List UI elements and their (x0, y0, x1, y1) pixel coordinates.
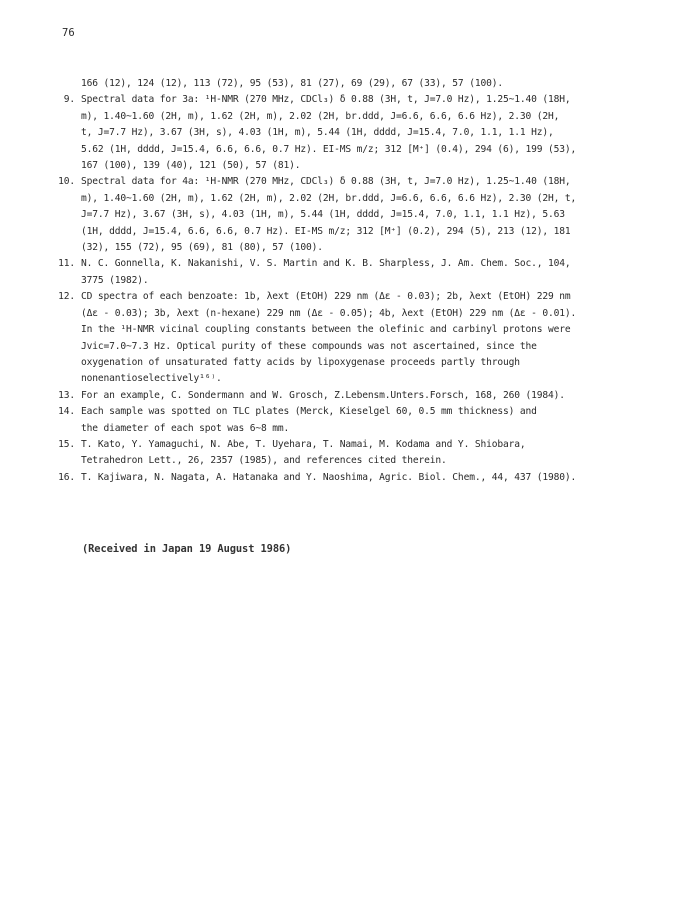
note-13 (50, 388, 630, 404)
note-number: 14. (58, 406, 75, 418)
note-line: 166 (12), 124 (12), 113 (72), 95 (53), 81 (27), 69 (29), 67 (33), 57 (100). (81, 78, 503, 89)
note-line: the diameter of each spot was 6~8 mm. (81, 422, 290, 434)
note-number: 12. (58, 291, 75, 303)
note-line: 167 (100), 139 (40), 121 (50), 57 (81). (81, 160, 301, 172)
reference-notes (50, 76, 630, 486)
note-line: Each sample was spotted on TLC plates (Merck, Kieselgel 60, 0.5 mm thickness) and (81, 406, 537, 418)
page-number: 76 (62, 27, 75, 39)
received-date: (Received in Japan 19 August 1986) (82, 543, 292, 555)
note-11 (50, 256, 630, 289)
note-number: 16. (58, 471, 75, 483)
note-line: J=7.7 Hz), 3.67 (3H, s), 4.03 (1H, m), 5.44 (1H, dddd, J=15.4, 7.0, 1.1, 1.1 Hz), 5.63 (81, 209, 565, 221)
note-15 (50, 437, 630, 470)
note-line: T. Kajiwara, N. Nagata, A. Hatanaka and Y. Naoshima, Agric. Biol. Chem., 44, 437 (1980). (81, 471, 577, 483)
note-line: m), 1.40~1.60 (2H, m), 1.62 (2H, m), 2.02 (2H, br.ddd, J=6.6, 6.6, 6.6 Hz), 2.30 (2H, t, (81, 192, 577, 204)
note-9 (50, 92, 630, 174)
note-line: (1H, dddd, J=15.4, 6.6, 6.6, 0.7 Hz). EI-MS m/z; 312 [M⁺] (0.2), 294 (5), 213 (12), 181 (81, 225, 571, 237)
note-line: N. C. Gonnella, K. Nakanishi, V. S. Martin and K. B. Sharpless, J. Am. Chem. Soc., 104, (81, 258, 571, 270)
note-line: (Δε - 0.03); 3b, λext (n-hexane) 229 nm (Δε - 0.05); 4b, λext (EtOH) 229 nm (Δε - 0.01). (81, 307, 577, 319)
note-line: T. Kato, Y. Yamaguchi, N. Abe, T. Uyehara, T. Namai, M. Kodama and Y. Shiobara, (81, 438, 526, 450)
note-14 (50, 404, 630, 437)
note-line: Spectral data for 3a: ¹H-NMR (270 MHz, CDCl₃) δ 0.88 (3H, t, J=7.0 Hz), 1.25~1.40 (18H, (81, 94, 571, 106)
note-line: Spectral data for 4a: ¹H-NMR (270 MHz, CDCl₃) δ 0.88 (3H, t, J=7.0 Hz), 1.25~1.40 (18H, (81, 176, 571, 188)
note-line: 3775 (1982). (81, 274, 149, 286)
note-line: oxygenation of unsaturated fatty acids by lipoxygenase proceeds partly through (81, 356, 520, 368)
note-line: nonenantioselectively¹⁶⁾. (81, 373, 222, 385)
note-number: 9. (63, 94, 75, 106)
note-number: 11. (58, 258, 75, 270)
note-line: m), 1.40~1.60 (2H, m), 1.62 (2H, m), 2.02 (2H, br.ddd, J=6.6, 6.6, 6.6 Hz), 2.30 (2H, (81, 110, 560, 122)
note-line: 5.62 (1H, dddd, J=15.4, 6.6, 6.6, 0.7 Hz). EI-MS m/z; 312 [M⁺] (0.4), 294 (6), 199 (53), (81, 143, 577, 155)
note-16 (50, 470, 630, 486)
note-10 (50, 174, 630, 256)
note-number: 10. (58, 176, 75, 188)
note-continuation (50, 76, 630, 92)
note-line: In the ¹H-NMR vicinal coupling constants between the olefinic and carbinyl protons were (81, 324, 571, 336)
note-line: Jvic=7.0~7.3 Hz. Optical purity of these compounds was not ascertained, since the (81, 340, 537, 352)
note-number: 15. (58, 438, 75, 450)
note-line: For an example, C. Sondermann and W. Grosch, Z.Lebensm.Unters.Forsch, 168, 260 (1984). (81, 389, 565, 401)
note-12 (50, 289, 630, 387)
note-line: t, J=7.7 Hz), 3.67 (3H, s), 4.03 (1H, m), 5.44 (1H, dddd, J=15.4, 7.0, 1.1, 1.1 Hz), (81, 127, 554, 139)
note-line: CD spectra of each benzoate: 1b, λext (EtOH) 229 nm (Δε - 0.03); 2b, λext (EtOH) 229 nm (81, 291, 571, 303)
note-line: (32), 155 (72), 95 (69), 81 (80), 57 (100). (81, 242, 323, 254)
note-number: 13. (58, 389, 75, 401)
note-line: Tetrahedron Lett., 26, 2357 (1985), and references cited therein. (81, 455, 447, 467)
